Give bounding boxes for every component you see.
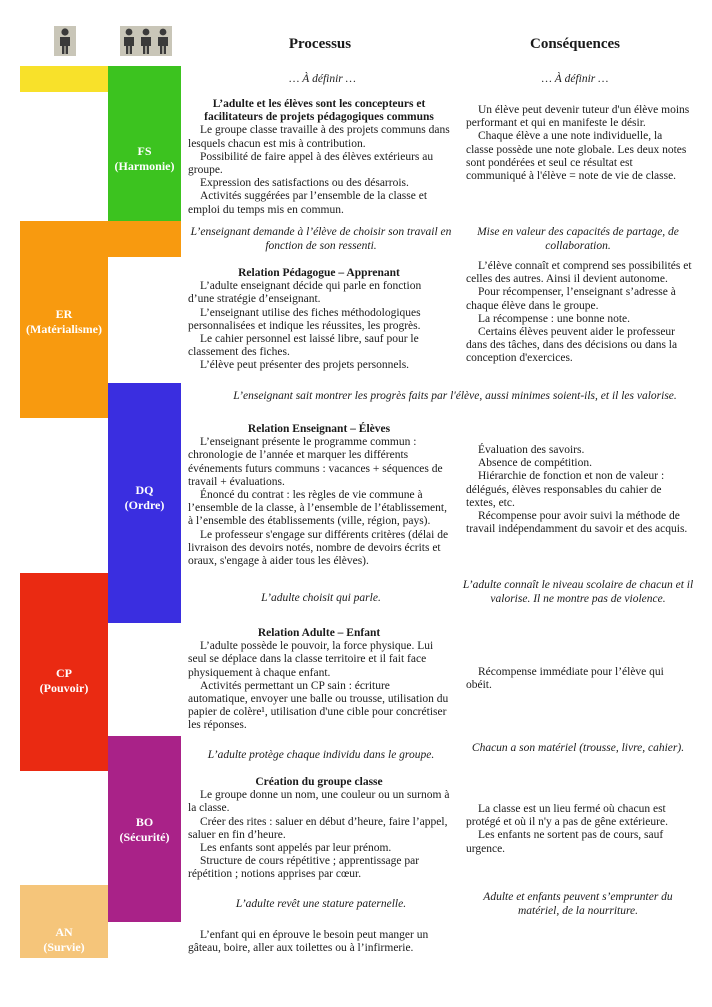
dq-title: Relation Enseignant – Élèves: [247, 423, 391, 435]
dq-italic: L’enseignant sait montrer les progrès faits par l'élève, aussi minimes soient-ils, et il les valorise.: [233, 390, 677, 402]
band-bo-purple-1: [108, 736, 181, 771]
bo-c-0: La classe est un lieu fermé où chacun est protégé et où il n'y a pas de gêne extérieure.: [466, 803, 668, 829]
fs-p-0: Le groupe classe travaille à des projets communs dans lesquels chacun est mis à contribution.: [188, 124, 450, 150]
cp-c-0: Récompense immédiate pour l’élève qui obéit.: [466, 666, 664, 692]
band-yellow: [20, 66, 108, 92]
band-dq-blue-1: [108, 383, 181, 418]
band-bo-purple-3: [108, 885, 181, 922]
level-bo-label: [108, 815, 181, 845]
er-p-0: L’adulte enseignant décide qui parle en fonction d’une stratégie d’enseignant.: [188, 280, 422, 306]
group-of-persons-icon: [120, 26, 172, 61]
level-fs-label: [108, 144, 181, 174]
er-processus: [188, 267, 450, 373]
band-dq-blue-3: [108, 573, 181, 623]
fs-processus: [188, 98, 450, 217]
fs-p-1: Possibilité de faire appel à des élèves extérieurs au groupe.: [188, 150, 434, 177]
fs-p-2: Expression des satisfactions ou des désarrois.: [200, 177, 409, 190]
cp-p-0: L’adulte possède le pouvoir, la force physique. Lui seul se déplace dans la classe territoire et il fait face physiquement à chaque enfant.: [188, 640, 434, 679]
er-italic-consequences: Mise en valeur des capacités de partage, de collaboration.: [477, 226, 679, 252]
cp-p-1: Activités permettant un CP sain : écriture automatique, envoyer une balle ou trousse, utilisation du papier de colère¹, utilisation d'une cible pour concrétiser les réponses.: [188, 679, 449, 732]
er-consequences: [466, 260, 692, 366]
er-p-3: L’élève peut présenter des projets personnels.: [200, 359, 410, 372]
an-italic-processus: L’adulte revêt une stature paternelle.: [235, 898, 407, 910]
er-title: Relation Pédagogue – Apprenant: [238, 267, 400, 279]
consequences-header: Conséquences: [529, 36, 620, 52]
bo-p-0: Le groupe donne un nom, une couleur ou un surnom à la classe.: [188, 789, 450, 815]
processus-header: Processus: [288, 36, 352, 52]
bo-consequences: [466, 803, 692, 856]
fs-p-3: Activités suggérées par l’ensemble de la classe et emploi du temps mis en commun.: [188, 190, 428, 216]
level-cp-name: (Pouvoir): [39, 681, 89, 695]
level-an-name: (Survie): [43, 940, 85, 954]
bo-italic-consequences: Chacun a son matériel (trousse, livre, cahier).: [471, 742, 685, 754]
cp-italic-processus: L’adulte choisit qui parle.: [261, 592, 381, 604]
an-p-0: L’enfant qui en éprouve le besoin peut manger un gâteau, boire, aller aux toilettes ou à l’infirmerie.: [188, 929, 429, 955]
dq-p-1: Énoncé du contrat : les règles de vie commune à l’ensemble de la classe, à l’ensemble de l’établissement, à l’ensemble des établissements (ville, région, pays).: [188, 489, 447, 528]
er-p-1: L’enseignant utilise des fiches méthodologiques personnalisées et indique les réussites, les progrès.: [188, 306, 421, 332]
dq-c-3: Récompense pour avoir suivi la méthode de travail indépendamment du savoir et des acquis.: [466, 510, 688, 536]
er-p-2: Le cahier personnel est laissé libre, sauf pour le classement des fiches.: [188, 333, 419, 359]
er-c-3: Certains élèves peuvent aider le professeur dans des tâches, dans des décisions ou dans la conception d'exercices.: [466, 326, 678, 365]
level-er-name: (Matérialisme): [26, 322, 102, 336]
dq-processus: [188, 423, 450, 568]
level-bo-code: BO: [135, 815, 154, 829]
bo-p-1: Créer des rites : saluer en début d’heure, faire l’appel, saluer en fin d’heure.: [188, 815, 448, 841]
level-fs-name: (Harmonie): [114, 159, 175, 173]
level-er-label: [20, 307, 108, 337]
fs-c-0: Un élève peut devenir tuteur d'un élève moins performant et qui en manifeste le désir.: [466, 104, 690, 130]
cp-consequences: [466, 666, 692, 692]
bo-c-1: Les enfants ne sortent pas de cours, sauf urgence.: [466, 829, 664, 855]
level-an-code: AN: [55, 925, 73, 939]
cp-title: Relation Adulte – Enfant: [257, 627, 381, 639]
level-cp-code: CP: [56, 666, 72, 680]
dq-consequences: [466, 444, 692, 536]
level-er-code: ER: [55, 307, 73, 321]
er-italic-processus: L’enseignant demande à l’élève de choisir son travail en fonction de son ressenti.: [190, 226, 452, 252]
level-bo-name: (Sécurité): [119, 830, 170, 844]
top-processus: … À définir …: [289, 73, 356, 85]
bo-p-3: Structure de cours répétitive ; apprentissage par répétition ; notions apprises par cœur.: [188, 855, 420, 881]
dq-p-2: Le professeur s'engage sur différents critères (délai de livraison des devoirs notés, nombre de devoirs écrits et oraux, s'engage à aider tous les élèves).: [188, 528, 449, 568]
level-dq-code: DQ: [135, 483, 154, 497]
er-c-1: Pour récompenser, l’enseignant s’adresse à chaque élève dans le groupe.: [466, 286, 676, 312]
level-fs-code: FS: [137, 144, 152, 158]
er-c-2: La récompense : une bonne note.: [478, 312, 630, 325]
dq-p-0: L’enseignant présente le programme commun : chronologie de l’année et marquer les différents événements futurs communs : vacances + séquences de travail + évaluations.: [188, 436, 443, 488]
level-dq-label: [108, 483, 181, 513]
cp-processus: [188, 627, 450, 733]
an-processus: [188, 929, 450, 955]
cp-italic-consequences: L’adulte connaît le niveau scolaire de chacun et il valorise. Il ne montre pas de violence.: [462, 579, 694, 605]
bo-italic-processus: L’adulte protège chaque individu dans le groupe.: [207, 749, 435, 761]
fs-consequences: [466, 104, 692, 183]
bo-processus: [188, 776, 450, 882]
dq-c-0: Évaluation des savoirs.: [478, 444, 585, 456]
an-italic-consequences: Adulte et enfants peuvent s’emprunter du matériel, de la nourriture.: [483, 891, 673, 917]
bo-title: Création du groupe classe: [255, 776, 383, 788]
level-cp-label: [20, 666, 108, 696]
level-dq-name: (Ordre): [124, 498, 165, 512]
dq-c-1: Absence de compétition.: [478, 457, 593, 470]
top-consequences: … À définir …: [541, 73, 609, 85]
level-an-label: [20, 925, 108, 955]
bo-p-2: Les enfants sont appelés par leur prénom.: [200, 842, 392, 855]
band-er-orange-2: [108, 221, 181, 257]
er-c-0: L’élève connaît et comprend ses possibilités et celles des autres. Ainsi il devient autonome.: [466, 260, 692, 286]
person-icon: [54, 26, 76, 61]
fs-title: L’adulte et les élèves sont les concepteurs et facilitateurs de projets pédagogiques communs: [204, 98, 434, 124]
dq-c-2: Hiérarchie de fonction et non de valeur : délégués, élèves responsables du cahier de textes, etc.: [466, 470, 665, 509]
fs-c-1: Chaque élève a une note individuelle, la classe possède une note globale. Les deux notes sont pondérées et seul ce résultat est communiqué à l'élève = note de vie de classe.: [466, 130, 687, 183]
